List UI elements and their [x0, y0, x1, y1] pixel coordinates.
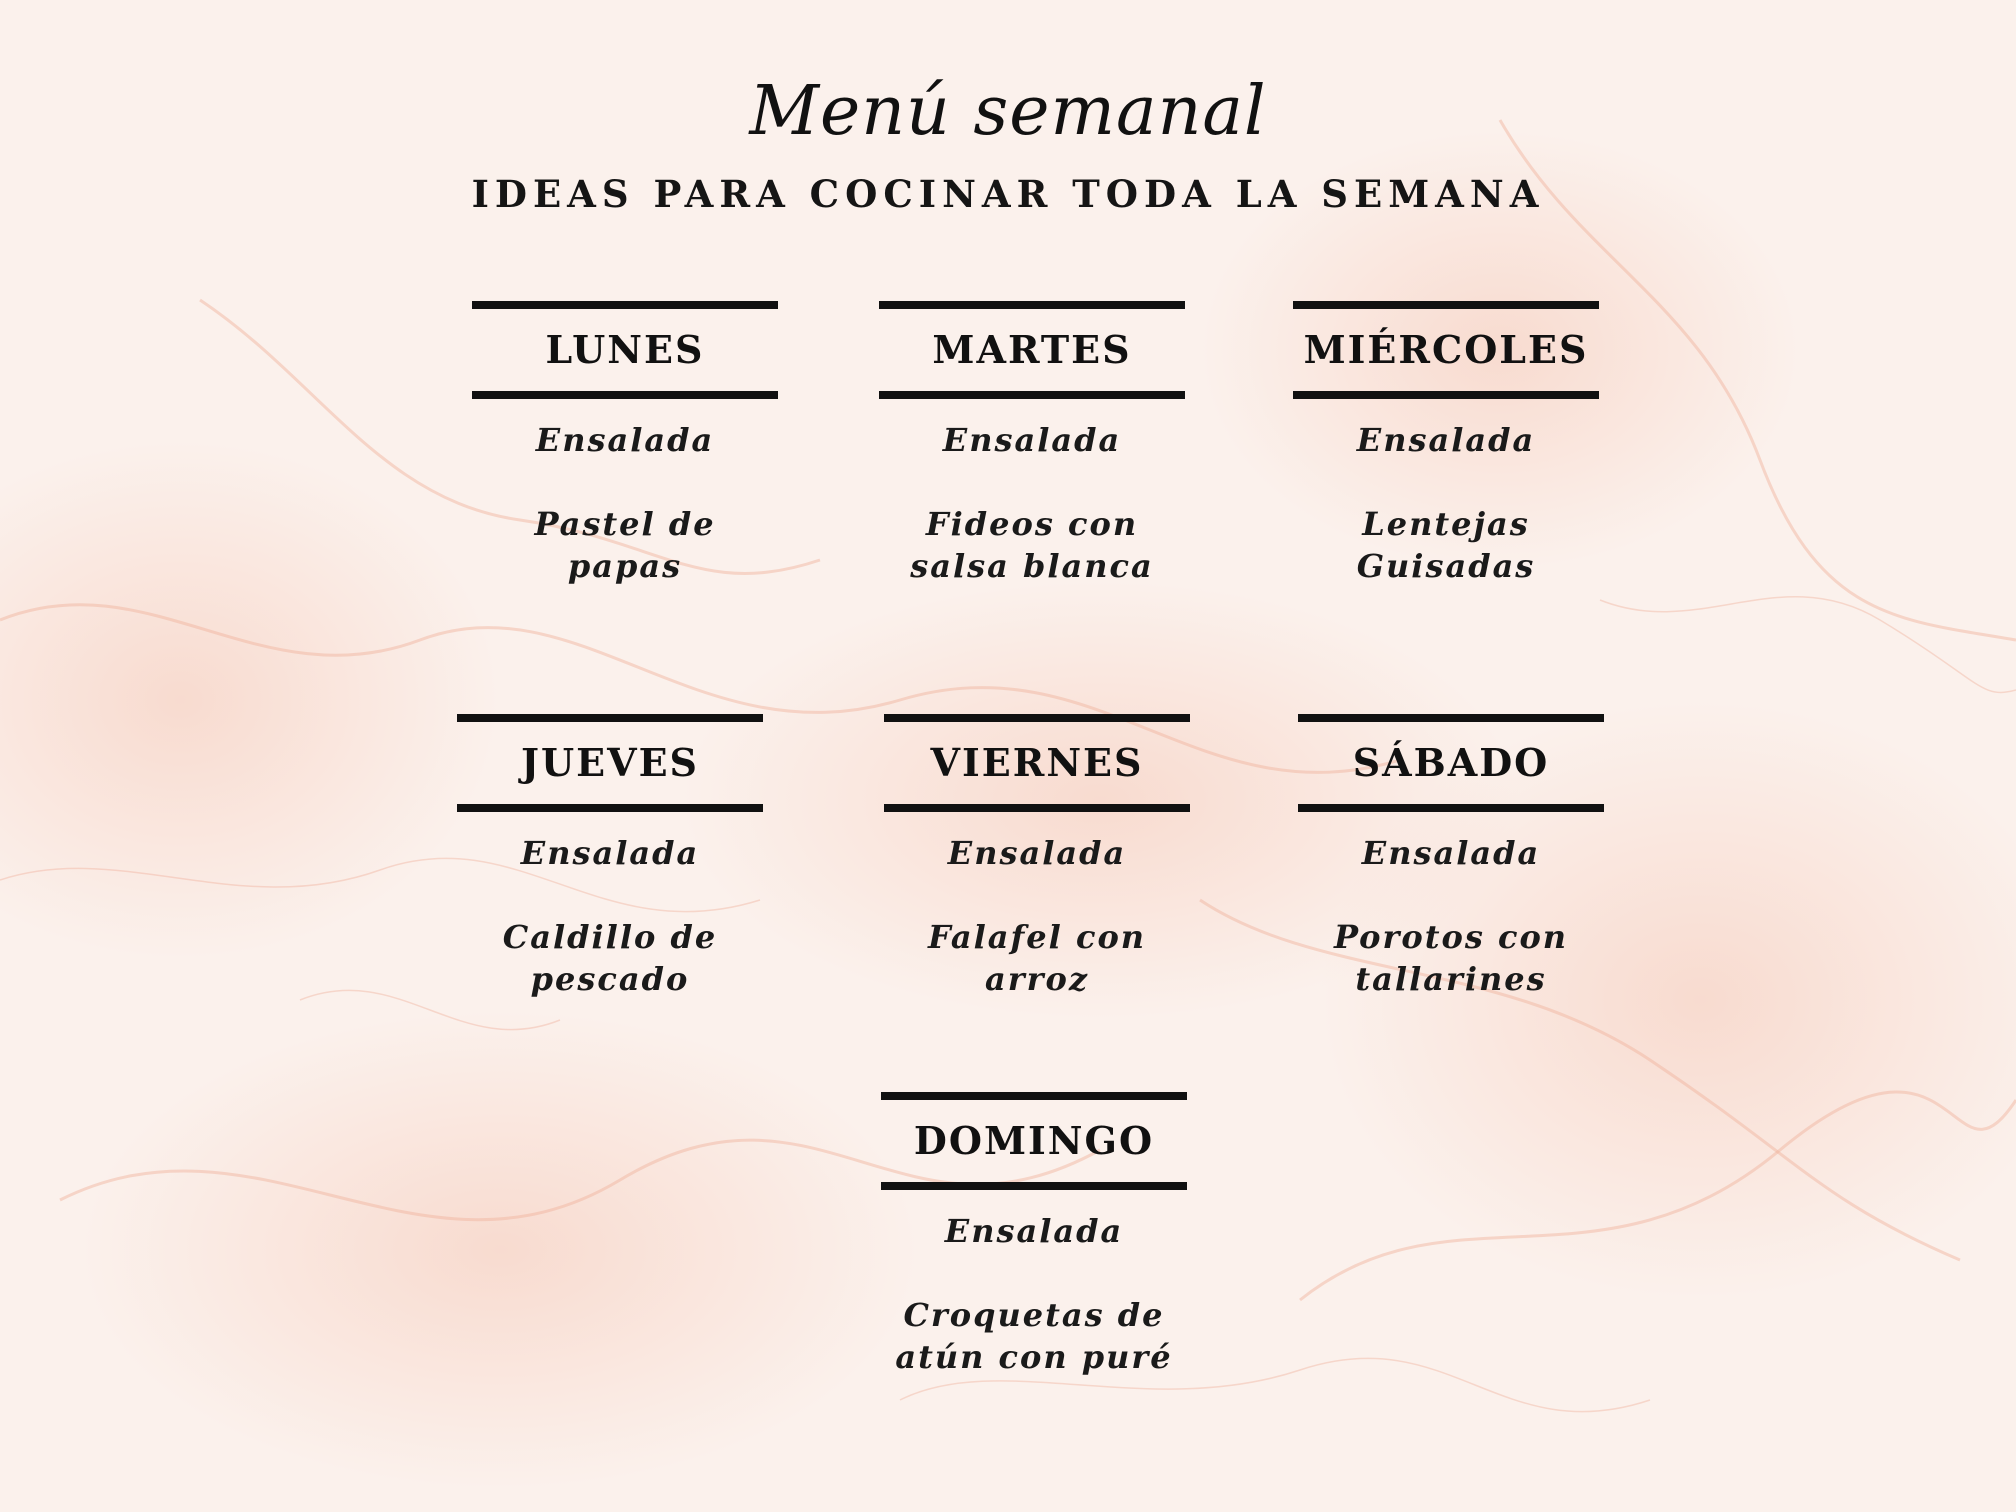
dish-2: Caldillo de pescado [502, 918, 718, 998]
day-card-miercoles [1293, 301, 1599, 587]
dish-1: Ensalada [520, 834, 700, 872]
dish-2: Croquetas de atún con puré [895, 1296, 1173, 1376]
dish-1: Ensalada [947, 834, 1127, 872]
day-name: JUEVES [521, 740, 699, 785]
day-card-jueves [457, 714, 763, 1000]
dish-2: Fideos con salsa blanca [910, 505, 1154, 585]
top-rule [1298, 714, 1604, 722]
bottom-rule [457, 804, 763, 812]
bottom-rule [1293, 391, 1599, 399]
dish-1: Ensalada [944, 1212, 1124, 1250]
top-rule [879, 301, 1185, 309]
dish-2: Pastel de papas [534, 505, 716, 585]
dish-1: Ensalada [535, 421, 715, 459]
day-name: DOMINGO [913, 1118, 1155, 1163]
day-card-sabado [1298, 714, 1604, 1000]
day-name: LUNES [545, 327, 705, 372]
day-name: VIERNES [930, 740, 1144, 785]
day-name: MARTES [932, 327, 1132, 372]
dish-2: Falafel con arroz [927, 918, 1147, 998]
bottom-rule [472, 391, 778, 399]
top-rule [457, 714, 763, 722]
day-card-lunes [472, 301, 778, 587]
day-card-domingo [881, 1092, 1187, 1378]
bottom-rule [879, 391, 1185, 399]
top-rule [472, 301, 778, 309]
dish-1: Ensalada [1356, 421, 1536, 459]
dish-1: Ensalada [1361, 834, 1541, 872]
dish-2: Lentejas Guisadas [1356, 505, 1536, 585]
bottom-rule [884, 804, 1190, 812]
dish-1: Ensalada [942, 421, 1122, 459]
page-title: Menú semanal [749, 72, 1267, 151]
page-subtitle: IDEAS PARA COCINAR TODA LA SEMANA [471, 172, 1545, 216]
day-card-viernes [884, 714, 1190, 1000]
bottom-rule [881, 1182, 1187, 1190]
day-name: SÁBADO [1352, 740, 1550, 785]
dish-2: Porotos con tallarines [1333, 918, 1569, 998]
top-rule [884, 714, 1190, 722]
top-rule [1293, 301, 1599, 309]
day-card-martes [879, 301, 1185, 587]
top-rule [881, 1092, 1187, 1100]
bottom-rule [1298, 804, 1604, 812]
day-name: MIÉRCOLES [1303, 327, 1589, 372]
